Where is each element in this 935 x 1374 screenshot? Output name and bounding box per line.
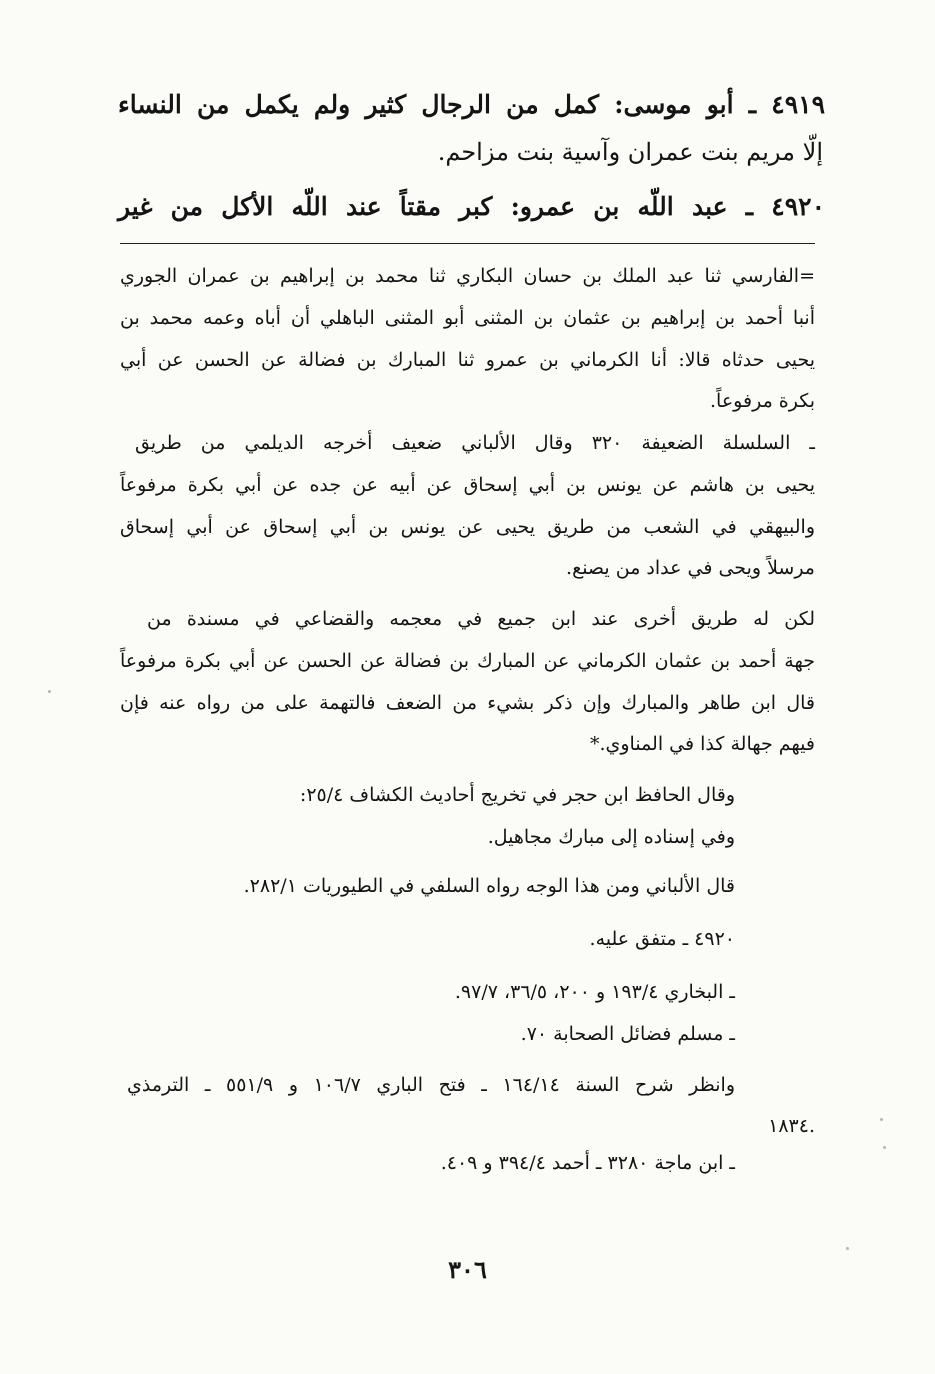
hadith-4920-line-1: ٤٩٢٠ ـ عبد اللّه بن عمرو: كبر مقتاً عند اللّه الأكل من غير [118,192,825,221]
footnote-line: وقال الحافظ ابن حجر في تخريج أحاديث الكشاف ٢٥/٤: [299,784,735,806]
footnote-line: وفي إسناده إلى مبارك مجاهيل. [487,826,735,848]
footnote-line: قال الألباني ومن هذا الوجه رواه السلفي في الطيوريات ٢٨٢/١. [243,875,735,897]
footnote-line: بكرة مرفوعاً. [710,390,815,412]
footnote-line: يحيى بن هاشم عن يونس بن أبي إسحاق عن أبيه عن جده عن أبي بكرة مرفوعاً [120,474,815,496]
footnote-line: والبيهقي في الشعب من طريق يحيى عن يونس بن أبي إسحاق عن أبي إسحاق [120,516,815,538]
footnote-line: ـ مسلم فضائل الصحابة ٧٠. [520,1023,735,1045]
footnote-line: جهة أحمد بن عثمان الكرماني عن المبارك بن فضالة عن الحسن عن أبي بكرة مرفوعاً [120,650,815,672]
footnote-separator [120,243,815,244]
scan-speck [883,1146,886,1149]
scan-speck [880,1118,883,1121]
page-number: ٣٠٦ [448,1255,487,1284]
footnote-line: لكن له طريق أخرى عند ابن جميع في معجمه والقضاعي في مسندة من [147,608,815,630]
footnote-line: =الفارسي ثنا عبد الملك بن حسان البكاري ثنا محمد بن إبراهيم بن عمران الجوري [120,265,815,287]
footnote-line: مرسلاً ويحى في عداد من يصنع. [566,557,815,579]
footnote-line: أنبا أحمد بن إبراهيم بن عثمان بن المثنى أبو المثنى الباهلي أن أباه وعمه محمد بن [120,307,815,329]
footnote-line: وانظر شرح السنة ١٦٤/١٤ ـ فتح الباري ١٠٦/٧ و ٥٥١/٩ ـ الترمذي [127,1074,735,1096]
footnote-line: يحيى حدثاه قالا: أنا الكرماني بن عمرو ثنا المبارك بن فضالة عن الحسن عن أبي [120,349,815,371]
hadith-4919-line-2: إلّا مريم بنت عمران وآسية بنت مزاحم. [437,138,823,166]
footnote-line: قال ابن طاهر والمبارك وإن ذكر بشيء من الضعف فالتهمة على من رواه عنه فإن [120,692,815,714]
footnote-line: ٤٩٢٠ ـ متفق عليه. [589,928,735,950]
footnote-line: ـ ابن ماجة ٣٢٨٠ ـ أحمد ٣٩٤/٤ و ٤٠٩. [440,1152,735,1174]
hadith-4919-line-1: ٤٩١٩ ـ أبو موسى: كمل من الرجال كثير ولم يكمل من النساء [118,90,825,119]
scan-speck [48,690,51,693]
scan-speck [846,1247,849,1250]
footnote-line: ١٨٣٤. [768,1115,815,1137]
footnote-line: ـ البخاري ١٩٣/٤ و ٢٠٠، ٣٦/٥، ٩٧/٧. [454,981,735,1003]
footnote-line: فيهم جهالة كذا في المناوي.* [589,733,815,755]
footnote-line: ـ السلسلة الضعيفة ٣٢٠ وقال الألباني ضعيف أخرجه الديلمي من طريق [135,432,815,454]
